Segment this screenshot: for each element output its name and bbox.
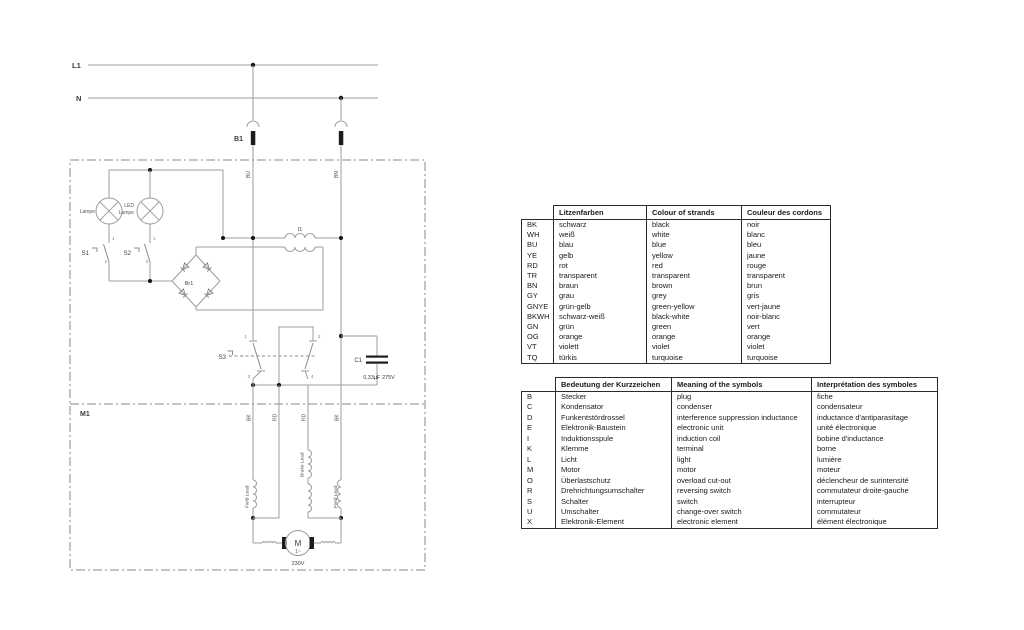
table-cell: commutateur [812, 507, 938, 517]
table-cell: plug [672, 392, 812, 403]
table-cell: braun [554, 281, 647, 291]
table-cell: grau [554, 291, 647, 301]
table-cell: Stecker [556, 392, 672, 403]
motor-section [245, 379, 344, 567]
wire-label-bu: BU [246, 171, 252, 178]
table-cell: grün [554, 322, 647, 332]
table-cell: U [522, 507, 556, 517]
table-cell: gris [742, 291, 831, 301]
table-cell: Schalter [556, 497, 672, 507]
header-row [522, 206, 831, 220]
table-row [522, 312, 831, 322]
table-cell: TR [522, 271, 554, 281]
label-l1: L1 [72, 61, 81, 70]
table-cell: L [522, 455, 556, 465]
contact-number: 1 [112, 236, 115, 241]
table-cell: condensateur [812, 402, 938, 412]
table-cell: violet [647, 342, 742, 352]
table-cell: Elektronik-Baustein [556, 423, 672, 433]
contact-number: 3 [247, 374, 250, 379]
table-cell: O [522, 476, 556, 486]
table-cell: GY [522, 291, 554, 301]
table-cell: fiche [812, 392, 938, 403]
table-cell: BK [522, 220, 554, 231]
table-row [522, 476, 938, 486]
label-motor-phase: 1~ [295, 549, 301, 555]
table-cell: E [522, 423, 556, 433]
table-cell: RD [522, 261, 554, 271]
table-cell: jaune [742, 251, 831, 261]
label-motor-voltage: 230V [291, 561, 305, 567]
brake-coil [308, 484, 312, 512]
table-cell: I [522, 434, 556, 444]
table-cell: S [522, 497, 556, 507]
table-row [522, 322, 831, 332]
switch-s1 [82, 244, 109, 281]
table-cell: light [672, 455, 812, 465]
table-cell: noir [742, 220, 831, 231]
label-lamp1: Lampe [79, 209, 95, 215]
table-cell: orange [647, 332, 742, 342]
capacitor-c1 [339, 334, 395, 385]
table-cell: red [647, 261, 742, 271]
table-cell: transparent [554, 271, 647, 281]
label-lamp2-line1: LED [124, 203, 134, 209]
plug-socket-icon [335, 121, 347, 127]
table-cell: bleu [742, 240, 831, 250]
column-header: Meaning of the symbols [672, 378, 812, 392]
table-cell: brun [742, 281, 831, 291]
table-row [522, 261, 831, 271]
symbol-legend-table [521, 377, 938, 529]
table-cell: motor [672, 465, 812, 475]
table-cell: BN [522, 281, 554, 291]
table-cell: interrupteur [812, 497, 938, 507]
table-row [522, 332, 831, 342]
table-cell: Induktionsspule [556, 434, 672, 444]
table-cell: schwarz-weiß [554, 312, 647, 322]
label-br1: Br1 [184, 281, 194, 287]
contact-number: 3 [145, 259, 148, 264]
table-cell: GNYE [522, 302, 554, 312]
table-cell: black-white [647, 312, 742, 322]
table-row [522, 302, 831, 312]
table-cell: electronic unit [672, 423, 812, 433]
table-cell: inductance d'antiparasitage [812, 413, 938, 423]
label-field-lead-left: Field Lead [245, 485, 251, 508]
table-row [522, 342, 831, 352]
wire-label-bk: BK [334, 414, 341, 421]
table-row [522, 281, 831, 291]
motor-brush [310, 537, 315, 549]
table-cell: B [522, 392, 556, 403]
capacitor-plate [366, 362, 388, 364]
table-cell: GN [522, 322, 554, 332]
table-cell: Klemme [556, 444, 672, 454]
table-cell: rouge [742, 261, 831, 271]
table-cell: X [522, 517, 556, 528]
table-cell: TQ [522, 353, 554, 364]
table-cell: Motor [556, 465, 672, 475]
table-cell: Elektronik-Element [556, 517, 672, 528]
plug-socket-icon [247, 121, 259, 127]
table-cell: BU [522, 240, 554, 250]
table-cell: switch [672, 497, 812, 507]
label-i1: I1 [297, 227, 303, 233]
table-cell: türkis [554, 353, 647, 364]
contact-number: 1 [153, 236, 156, 241]
table-cell: weiß [554, 230, 647, 240]
switch-s3 [219, 327, 321, 385]
column-header: Interprétation des symboles [812, 378, 938, 392]
table-cell: grey [647, 291, 742, 301]
table-row [522, 230, 831, 240]
table-cell: vert [742, 322, 831, 332]
suppression-choke-icon [321, 542, 335, 543]
plug-pin-icon [339, 131, 344, 145]
table-cell: interference suppression inductance [672, 413, 812, 423]
label-s2: S2 [123, 251, 131, 257]
table-row [522, 486, 938, 496]
column-header: Colour of strands [647, 206, 742, 220]
table-row [522, 353, 831, 364]
plug-pin-icon [251, 131, 256, 145]
table-cell: bobine d'inductance [812, 434, 938, 444]
table-cell: Licht [556, 455, 672, 465]
table-row [522, 465, 938, 475]
table-cell: élément électronique [812, 517, 938, 528]
table-cell: schwarz [554, 220, 647, 231]
table-cell: orange [554, 332, 647, 342]
column-header: Couleur des cordons [742, 206, 831, 220]
table-cell: black [647, 220, 742, 231]
contact-number: 4 [311, 374, 314, 379]
column-header [522, 378, 556, 392]
table-cell: BKWH [522, 312, 554, 322]
label-c1-value: 0,33µF 275V [363, 375, 395, 381]
table-row [522, 413, 938, 423]
table-cell: electronic element [672, 517, 812, 528]
switch-actuator-icon [92, 248, 97, 252]
table-cell: grün-gelb [554, 302, 647, 312]
column-header [522, 206, 554, 220]
table-cell: blanc [742, 230, 831, 240]
table-cell: D [522, 413, 556, 423]
table-row [522, 291, 831, 301]
contact-number: 1 [244, 334, 247, 339]
table-cell: blau [554, 240, 647, 250]
table-cell: yellow [647, 251, 742, 261]
column-header: Bedeutung der Kurzzeichen [556, 378, 672, 392]
label-s1: S1 [81, 251, 89, 257]
switch-blade [253, 343, 261, 369]
field-coil-left [253, 480, 257, 508]
label-brake-lead: Brake Lead [300, 452, 306, 477]
table-row [522, 271, 831, 281]
table-cell: orange [742, 332, 831, 342]
table-cell: WH [522, 230, 554, 240]
table-cell: green-yellow [647, 302, 742, 312]
table-row [522, 251, 831, 261]
table-cell: VT [522, 342, 554, 352]
table-cell: OG [522, 332, 554, 342]
table-cell: change-over switch [672, 507, 812, 517]
plug-connector-b1 [234, 121, 347, 178]
table-row [522, 507, 938, 517]
wire-label-bn: BN [334, 171, 340, 178]
table-row [522, 444, 938, 454]
table-cell: turquoise [647, 353, 742, 364]
wire-label-rd: RD [272, 413, 279, 421]
table-cell: Überlastschutz [556, 476, 672, 486]
label-n: N [76, 94, 82, 103]
table-cell: rot [554, 261, 647, 271]
lamp-2-icon [137, 198, 163, 224]
table-cell: C [522, 402, 556, 412]
table-cell: Kondensator [556, 402, 672, 412]
suppression-choke-icon [262, 542, 276, 543]
table-cell: reversing switch [672, 486, 812, 496]
brake-coil [308, 450, 312, 478]
table-row [522, 434, 938, 444]
table-cell: borne [812, 444, 938, 454]
table-cell: R [522, 486, 556, 496]
table-cell: K [522, 444, 556, 454]
table-cell: gelb [554, 251, 647, 261]
table-cell: M [522, 465, 556, 475]
table-cell: YE [522, 251, 554, 261]
table-cell: green [647, 322, 742, 332]
table-row [522, 240, 831, 250]
header-row [522, 378, 938, 392]
table-row [522, 517, 938, 528]
table-cell: Umschalter [556, 507, 672, 517]
table-cell: lumière [812, 455, 938, 465]
label-c1: C1 [354, 358, 362, 364]
table-cell: commutateur droite-gauche [812, 486, 938, 496]
table-cell: condenser [672, 402, 812, 412]
label-field-lead-right: Field Lead [334, 485, 339, 508]
table-cell: moteur [812, 465, 938, 475]
table-cell: noir-blanc [742, 312, 831, 322]
table-cell: Funkentstördrossel [556, 413, 672, 423]
switch-actuator-icon [134, 248, 139, 252]
label-lamp2-line2: Lampe [118, 210, 134, 216]
table-cell: blue [647, 240, 742, 250]
supply-lines [72, 61, 378, 120]
table-cell: violett [554, 342, 647, 352]
table-cell: induction coil [672, 434, 812, 444]
contact-number: 2 [104, 259, 107, 264]
wire-label-bk: BK [246, 414, 253, 421]
table-cell: transparent [647, 271, 742, 281]
table-cell: vert-jaune [742, 302, 831, 312]
table-cell: Drehrichtungsumschalter [556, 486, 672, 496]
capacitor-plate [366, 356, 388, 358]
lamp-circuit [80, 168, 223, 243]
wire-color-table [521, 205, 831, 364]
table-row [522, 497, 938, 507]
table-row [522, 455, 938, 465]
table-cell: transparent [742, 271, 831, 281]
table-cell: déclencheur de surintensité [812, 476, 938, 486]
switch-s2 [124, 244, 150, 281]
column-header: Litzenfarben [554, 206, 647, 220]
table-row [522, 402, 938, 412]
label-b1: B1 [234, 136, 243, 143]
table-cell: overload cut-out [672, 476, 812, 486]
table-cell: terminal [672, 444, 812, 454]
table-cell: violet [742, 342, 831, 352]
label-s3: S3 [218, 355, 226, 361]
bridge-rectifier-br1 [172, 247, 220, 310]
table-cell: brown [647, 281, 742, 291]
switch-actuator-icon [228, 351, 233, 355]
label-motor: M [294, 539, 302, 548]
table-cell: turquoise [742, 353, 831, 364]
table-row [522, 423, 938, 433]
table-cell: white [647, 230, 742, 240]
label-m1: M1 [80, 411, 90, 418]
wire-label-rd: RD [301, 413, 308, 421]
table-row [522, 392, 938, 403]
table-cell: unité électronique [812, 423, 938, 433]
contact-number: 2 [318, 334, 321, 339]
table-row [522, 220, 831, 231]
choke-i1 [196, 227, 343, 310]
